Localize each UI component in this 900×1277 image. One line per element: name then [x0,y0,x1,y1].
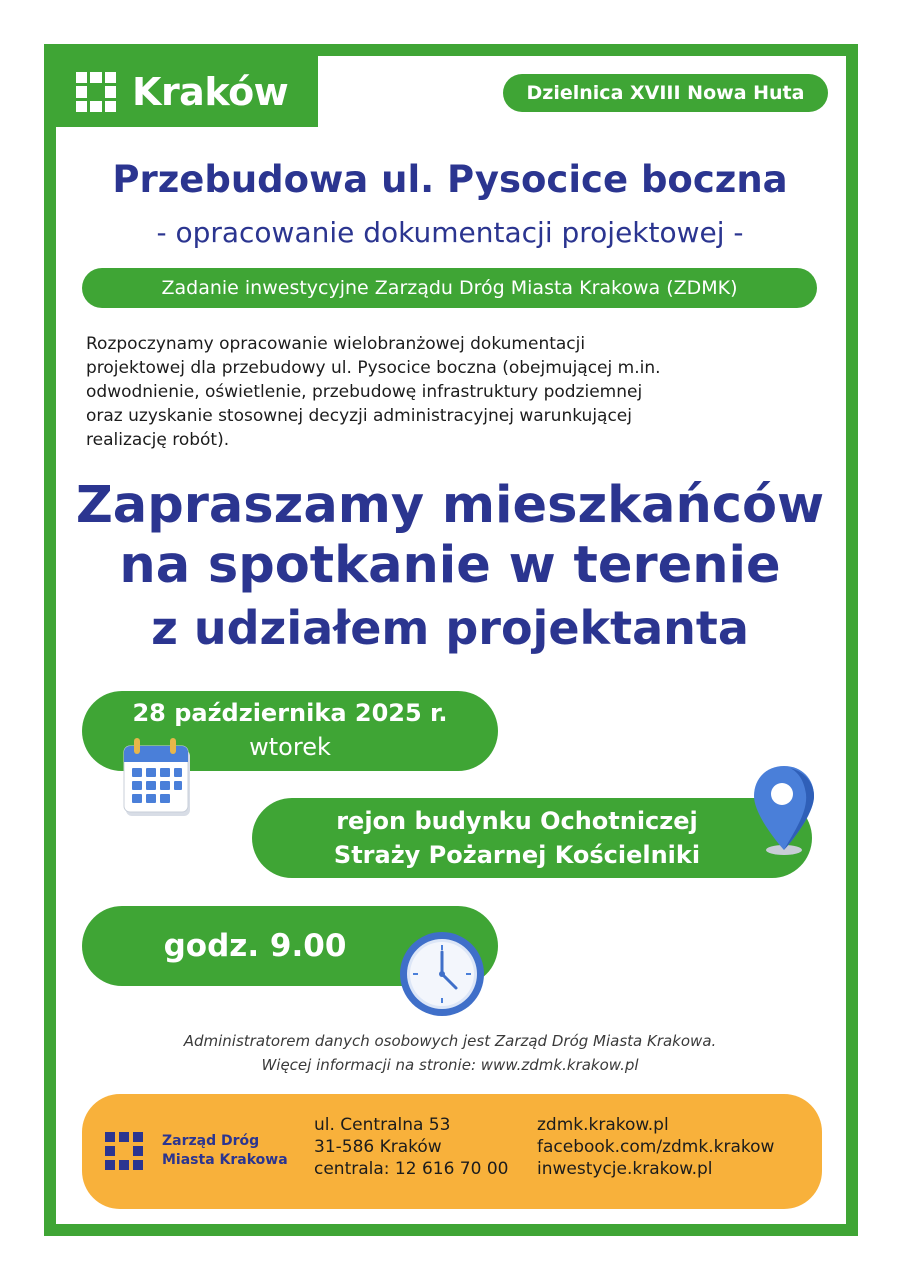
footer-contact-bar [82,1094,822,1209]
event-place-line2: Straży Pożarnej Kościelniki [333,841,701,869]
facebook-link[interactable]: facebook.com/zdmk.krakow [537,1137,775,1157]
investments-link[interactable]: inwestycje.krakow.pl [537,1159,713,1179]
website-link[interactable]: zdmk.krakow.pl [537,1115,669,1135]
invite-heading-line3: z udziałem projektanta [151,601,749,655]
event-place-line1: rejon budynku Ochotniczej [336,807,698,835]
page-subtitle: - opracowanie dokumentacji projektowej - [156,216,744,249]
org-name-line1: Zarząd Dróg [162,1133,260,1149]
contact-links [537,1114,774,1180]
intro-line: oraz uzyskanie stosownej decyzji administracyjnej warunkującej [86,406,632,426]
krakow-logo-icon [74,70,118,114]
intro-paragraph [86,332,816,452]
intro-line: odwodnienie, oświetlenie, przebudowę infrastruktury podziemnej [86,382,643,402]
zdmk-logo-icon [104,1131,144,1171]
org-name-line2: Miasta Krakowa [162,1152,288,1168]
invite-heading-line2: na spotkanie w terenie [119,536,781,595]
address-city: 31-586 Kraków [314,1137,442,1157]
logo-text: Kraków [132,69,289,114]
location-pin-icon [746,762,822,858]
event-weekday: wtorek [249,733,331,761]
krakow-logo [56,56,318,127]
task-badge: Zadanie inwestycyjne Zarządu Dróg Miasta Krakowa (ZDMK) [82,268,817,308]
address-phone: centrala: 12 616 70 00 [314,1159,509,1179]
contact-address [314,1114,508,1180]
more-info-note: Więcej informacji na stronie: www.zdmk.krakow.pl [261,1056,639,1074]
invite-heading-line1: Zapraszamy mieszkańców [75,476,825,535]
page-title: Przebudowa ul. Pysocice boczna [112,158,788,201]
address-street: ul. Centralna 53 [314,1115,451,1135]
location-pill [252,798,812,878]
zdmk-org-name [162,1132,288,1170]
event-time: godz. 9.00 [163,928,347,964]
clock-icon [398,930,486,1018]
district-badge: Dzielnica XVIII Nowa Huta [503,74,828,112]
calendar-icon [120,736,196,820]
intro-line: realizację robót). [86,430,230,450]
privacy-note: Administratorem danych osobowych jest Zarząd Dróg Miasta Krakowa. [183,1032,717,1050]
event-date: 28 października 2025 r. [132,699,448,727]
intro-line: projektowej dla przebudowy ul. Pysocice boczna (obejmującej m.in. [86,358,661,378]
intro-line: Rozpoczynamy opracowanie wielobranżowej dokumentacji [86,334,586,354]
